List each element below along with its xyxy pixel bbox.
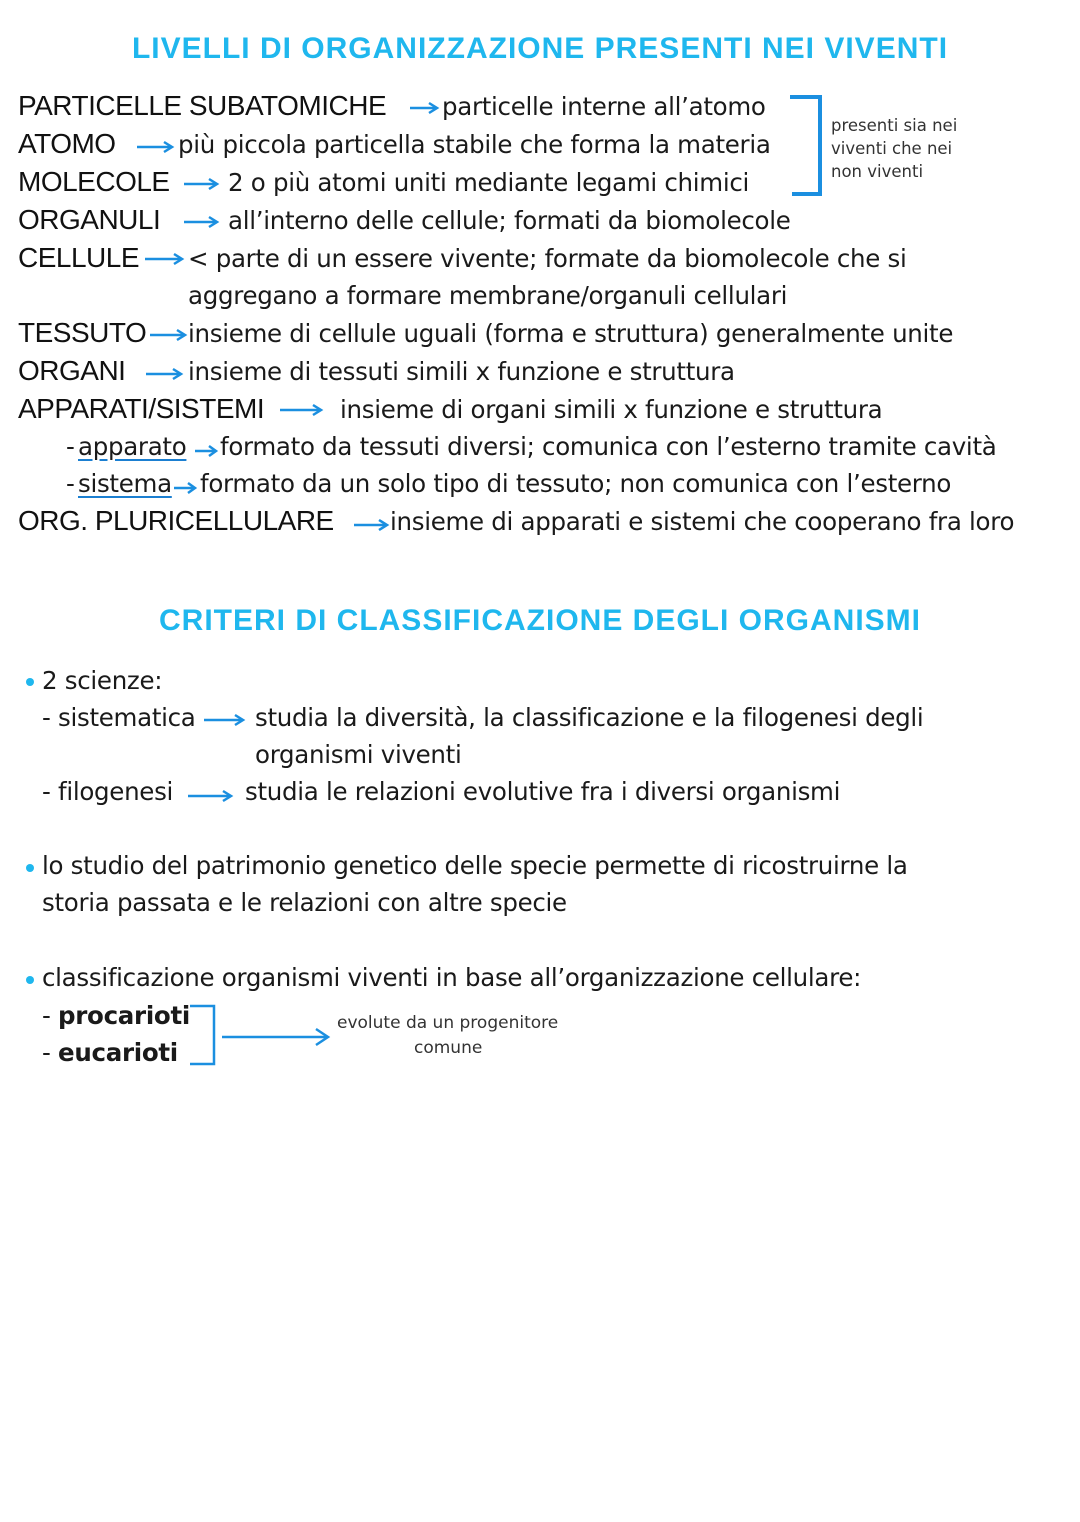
- level-description: particelle interne all’atomo: [442, 92, 766, 121]
- level-description: < parte di un essere vivente; formate da biomolecole che si: [188, 244, 907, 273]
- science-term: - filogenesi: [42, 777, 174, 806]
- level-term: ORG. PLURICELLULARE: [18, 505, 334, 536]
- arrow-icon: [188, 788, 234, 804]
- sub-term-sistema: sistema: [78, 469, 172, 498]
- item-prefix: -: [42, 1038, 59, 1067]
- note-evolute: evolute da un progenitore: [337, 1013, 559, 1033]
- note-line: viventi che nei: [831, 139, 953, 158]
- level-term: MOLECOLE: [18, 166, 170, 197]
- science-description: studia le relazioni evolutive fra i diversi organismi: [245, 777, 841, 806]
- section-title-classification: CRITERI DI CLASSIFICAZIONE DEGLI ORGANISMI: [158, 604, 921, 637]
- level-term: ORGANULI: [18, 204, 161, 235]
- level-description: insieme di cellule uguali (forma e struttura) generalmente unite: [188, 319, 954, 348]
- level-term: TESSUTO: [18, 317, 147, 348]
- level-description: più piccola particella stabile che forma la materia: [178, 130, 771, 159]
- level-term: APPARATI/SISTEMI: [18, 393, 265, 424]
- note-comune: comune: [414, 1038, 483, 1058]
- level-term: ATOMO: [18, 128, 116, 159]
- arrow-icon: [204, 712, 246, 728]
- cell-type: [42, 1038, 178, 1067]
- level-term: PARTICELLE SUBATOMICHE: [18, 90, 387, 121]
- bullet-icon: [26, 864, 34, 872]
- section-title-levels: LIVELLI DI ORGANIZZAZIONE PRESENTI NEI VIVENTI: [131, 32, 949, 65]
- arrow-icon: [174, 480, 198, 496]
- bullet-icon: [26, 976, 34, 984]
- bullet-heading: 2 scienze:: [42, 666, 163, 695]
- cell-type-eucarioti: eucarioti: [58, 1038, 178, 1067]
- arrow-icon: [137, 139, 175, 155]
- sub-prefix: -: [66, 432, 75, 461]
- bullet-icon: [26, 678, 34, 686]
- bullet-text-cont: storia passata e le relazioni con altre specie: [42, 888, 567, 917]
- bracket-icon: [188, 1003, 218, 1067]
- sub-description: formato da tessuti diversi; comunica con l’esterno tramite cavità: [220, 432, 997, 461]
- science-term: - sistematica: [42, 703, 196, 732]
- item-prefix: -: [42, 1001, 59, 1030]
- arrow-icon: [195, 443, 219, 459]
- arrow-icon: [146, 366, 184, 382]
- science-description-cont: organismi viventi: [255, 740, 462, 769]
- sub-prefix: -: [66, 469, 75, 498]
- cell-type: [42, 1001, 190, 1030]
- note-line: non viventi: [831, 162, 924, 181]
- cell-type-procarioti: procarioti: [58, 1001, 190, 1030]
- level-description: insieme di tessuti simili x funzione e struttura: [188, 357, 735, 386]
- arrow-icon: [150, 327, 188, 343]
- sub-description: formato da un solo tipo di tessuto; non comunica con l’esterno: [200, 469, 952, 498]
- level-description-cont: aggregano a formare membrane/organuli cellulari: [188, 281, 788, 310]
- arrow-icon: [410, 100, 440, 116]
- note-line: presenti sia nei: [831, 116, 958, 135]
- arrow-icon: [222, 1027, 332, 1047]
- level-term: CELLULE: [18, 242, 140, 273]
- bracket-icon: [790, 94, 826, 198]
- arrow-icon: [280, 402, 324, 418]
- arrow-icon: [145, 251, 185, 267]
- science-description: studia la diversità, la classificazione e la filogenesi degli: [255, 703, 924, 732]
- arrow-icon: [184, 176, 220, 192]
- level-description: all’interno delle cellule; formati da biomolecole: [228, 206, 791, 235]
- sub-term-apparato: apparato: [78, 432, 187, 461]
- bracket-note: [831, 114, 957, 183]
- level-description: 2 o più atomi uniti mediante legami chimici: [228, 168, 750, 197]
- arrow-icon: [184, 214, 220, 230]
- arrow-icon: [354, 517, 390, 533]
- level-description: insieme di organi simili x funzione e struttura: [340, 395, 883, 424]
- level-description: insieme di apparati e sistemi che cooperano fra loro: [390, 507, 1015, 536]
- bullet-text: lo studio del patrimonio genetico delle specie permette di ricostruirne la: [42, 851, 908, 880]
- level-term: ORGANI: [18, 355, 126, 386]
- bullet-heading: classificazione organismi viventi in base all’organizzazione cellulare:: [42, 963, 862, 992]
